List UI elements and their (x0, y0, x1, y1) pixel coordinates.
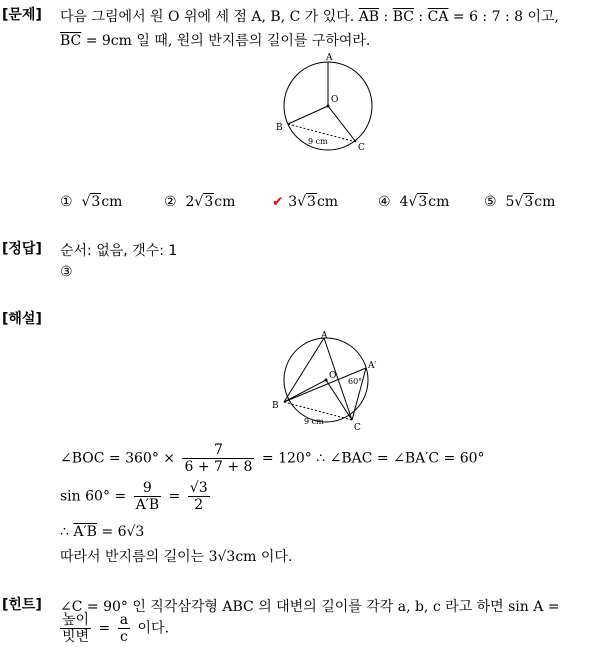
center-o-dot (327, 105, 330, 108)
label-o: O (331, 95, 339, 105)
label-length: 9 cm (304, 417, 324, 426)
hint-equation: $\frac{\text{높이}}{\text{빗변}}$ = $\frac{a}{c}$ 이다. (62, 612, 170, 645)
correct-check-icon: ✔ (272, 194, 284, 210)
choice-4[interactable]: ④ 4√3cm (378, 194, 450, 210)
label-a: A (326, 53, 333, 63)
equation-1: ∠BOC = 360° × $\frac{7}{6 + 7 + 8}$ = 120° ∴ ∠BAC = ∠BA′C = 60° (60, 442, 485, 475)
choice-1[interactable]: ① √3cm (60, 194, 123, 210)
choice-number: ② (164, 194, 177, 210)
radius-oc (326, 380, 352, 420)
label-b: B (276, 123, 283, 133)
label-a: A (321, 331, 328, 341)
arc-ratio: = 6 : 7 : 8 이고, (452, 9, 559, 25)
radius-ob (288, 106, 328, 124)
label-angle: 60° (348, 377, 363, 386)
solution-circle-figure (264, 330, 394, 434)
label-b: B (272, 401, 279, 411)
choice-number: ④ (378, 194, 391, 210)
label-c: C (354, 423, 361, 433)
label-o: O (329, 371, 337, 381)
choice-2[interactable]: ② 2√3cm (164, 194, 236, 210)
chord-a2c (352, 368, 366, 420)
choice-number: ⑤ (484, 194, 497, 210)
problem-intro-text: 다음 그림에서 원 O 위에 세 점 A, B, C 가 있다. (60, 9, 355, 25)
problem-circle-figure (270, 50, 390, 154)
center-o-dot (325, 379, 328, 382)
equation-3: ∴ A′B = 6√3 (60, 524, 145, 540)
problem-line-2 (60, 30, 370, 50)
solution-conclusion: 따라서 반지름의 길이는 3√3cm 이다. (60, 549, 293, 565)
radius-oc (328, 106, 356, 142)
hint-text-1: ∠C = 90° 인 직각삼각형 ABC 의 대변의 길이를 각각 a, b, c 라고 하면 sin A = (60, 599, 560, 615)
problem-label: [문제] (2, 7, 42, 23)
chord-ab (284, 338, 324, 402)
problem-question-text: = 9cm 일 때, 원의 반지름의 길이를 구하여라. (85, 33, 371, 49)
label-a-prime: A′ (368, 361, 377, 371)
choice-number: ① (60, 194, 73, 210)
choice-3[interactable]: ✔ 3√3cm (272, 194, 339, 210)
label-length: 9 cm (308, 137, 328, 146)
arc-bc: $\overline{BC}$ (392, 9, 414, 25)
answer-label: [정답] (2, 241, 42, 257)
arc-ab: $\overline{AB}$ (358, 9, 380, 25)
problem-line-1: 다음 그림에서 원 O 위에 세 점 A, B, C 가 있다. $\overline{AB}$ : $\overline{BC}$ : $\overline{CA} = 6$ : 7 : 8 이고, (60, 9, 559, 25)
segment-bc: $\overline{BC}$ (60, 33, 82, 49)
equation-2: sin 60° = $\frac{9}{A'B}$ = $\frac{√3}{2}$ (60, 480, 208, 513)
label-c: C (358, 143, 365, 153)
answer-meta: 순서: 없음, 갯수: 1 (60, 243, 178, 259)
solution-label: [해설] (2, 311, 42, 327)
answer-value: ③ (60, 264, 73, 280)
hint-label: [힌트] (2, 597, 42, 613)
arc-ca: $\overline{CA}$ (427, 9, 449, 25)
choice-5[interactable]: ⑤ 5√3cm (484, 194, 556, 210)
